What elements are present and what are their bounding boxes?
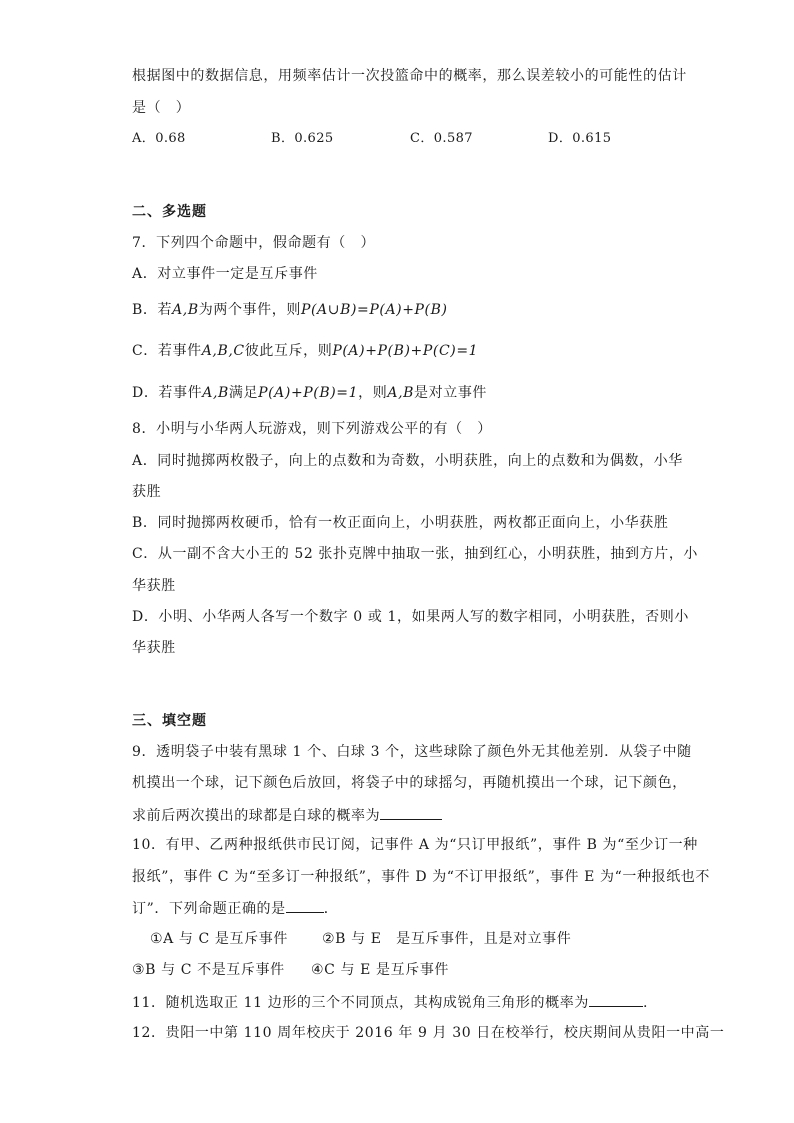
q10-item2: ②B 与 E 是互斥事件，且是对立事件 bbox=[322, 931, 572, 947]
q8-option-c-line2: 华获胜 bbox=[132, 578, 176, 594]
q10-line3 bbox=[132, 898, 338, 919]
q11-end: . bbox=[642, 995, 648, 1011]
q7-d-formula: P(A)+P(B)=1 bbox=[258, 385, 359, 401]
q7-d-mid: 满足 bbox=[228, 385, 259, 401]
q7-option-b bbox=[132, 300, 448, 320]
q7-d-mid2: ，则 bbox=[358, 385, 388, 401]
q7-b-mid: 为两个事件，则 bbox=[198, 302, 301, 318]
q10-item1: ①A 与 C 是互斥事件 bbox=[150, 931, 288, 947]
q9-line1: 9．透明袋子中装有黑球 1 个、白球 3 个，这些球除了颜色外无其他差别．从袋子中随 bbox=[132, 744, 692, 760]
q7-d-prefix: D．若事件 bbox=[132, 385, 203, 401]
q7-c-mid: 彼此互斥，则 bbox=[244, 343, 333, 359]
q9-line3 bbox=[132, 805, 442, 826]
q9-answer-blank bbox=[380, 805, 442, 820]
section-title-multiple-choice: 二、多选题 bbox=[132, 204, 207, 220]
q6-option-b: B．0.625 bbox=[271, 131, 334, 146]
q6-option-a: A．0.68 bbox=[132, 131, 186, 146]
q12-line1: 12．贵阳一中第 110 周年校庆于 2016 年 9 月 30 日在校举行，校庆期间从贵阳一中高一 bbox=[132, 1025, 725, 1041]
q7-option-d bbox=[132, 383, 487, 403]
q7-option-c bbox=[132, 341, 478, 361]
q7-stem: 7．下列四个命题中，假命题有（ ） bbox=[132, 235, 376, 251]
q10-line1: 10．有甲、乙两种报纸供市民订阅，记事件 A 为“只订甲报纸”，事件 B 为“至少订一种 bbox=[132, 837, 698, 853]
q10-line3-text: 订”．下列命题正确的是 bbox=[132, 901, 286, 917]
q8-option-a-line2: 获胜 bbox=[132, 484, 162, 500]
q7-c-formula: P(A)+P(B)+P(C)=1 bbox=[332, 343, 479, 359]
q10-line3-end: ． bbox=[323, 901, 339, 917]
q6-option-c: C．0.587 bbox=[410, 131, 473, 146]
q8-option-d-line2: 华获胜 bbox=[132, 640, 176, 656]
q6-stem-line1: 根据图中的数据信息，用频率估计一次投篮命中的概率，那么误差较小的可能性的估计 bbox=[132, 68, 687, 84]
q7-d-vars: A,B bbox=[202, 385, 229, 401]
q8-option-c-line1: C．从一副不含大小王的 52 张扑克牌中抽取一张，抽到红心，小明获胜，抽到方片，小 bbox=[132, 546, 699, 562]
q7-b-vars: A,B bbox=[172, 302, 199, 318]
q9-line2: 机摸出一个球，记下颜色后放回，将袋子中的球摇匀，再随机摸出一个球，记下颜色， bbox=[132, 775, 687, 791]
q9-line3-text: 求前后两次摸出的球都是白球的概率为 bbox=[132, 808, 381, 824]
q8-option-d-line1: D．小明、小华两人各写一个数字 0 或 1，如果两人写的数字相同，小明获胜，否则小 bbox=[132, 609, 689, 625]
q11-answer-blank bbox=[589, 992, 643, 1007]
q7-b-formula: P(A∪B)=P(A)+P(B) bbox=[300, 302, 448, 318]
q7-option-a: A．对立事件一定是互斥事件 bbox=[132, 266, 318, 282]
q11-text bbox=[132, 992, 648, 1013]
q7-c-vars: A,B,C bbox=[201, 343, 245, 359]
q10-item4: ④C 与 E 是互斥事件 bbox=[311, 962, 450, 978]
q7-d-suffix: 是对立事件 bbox=[414, 385, 488, 401]
q7-d-vars2: A,B bbox=[387, 385, 415, 401]
q10-line2: 报纸”，事件 C 为“至多订一种报纸”，事件 D 为“不订甲报纸”，事件 E 为“一种报纸也不 bbox=[132, 869, 710, 885]
q7-b-prefix: B．若 bbox=[132, 302, 173, 318]
q10-answer-blank bbox=[286, 898, 324, 913]
q6-stem-line2: 是（ ） bbox=[132, 100, 191, 116]
q11-stem: 11．随机选取正 11 边形的三个不同顶点，其构成锐角三角形的概率为 bbox=[132, 995, 589, 1011]
q7-c-prefix: C．若事件 bbox=[132, 343, 202, 359]
section-title-fill-in-blank: 三、填空题 bbox=[132, 713, 207, 729]
q8-stem: 8．小明与小华两人玩游戏，则下列游戏公平的有（ ） bbox=[132, 421, 492, 437]
q8-option-a-line1: A．同时抛掷两枚骰子，向上的点数和为奇数，小明获胜，向上的点数和为偶数，小华 bbox=[132, 453, 683, 469]
q10-item3: ③B 与 C 不是互斥事件 bbox=[132, 962, 285, 978]
q6-option-d: D．0.615 bbox=[548, 131, 612, 146]
q8-option-b: B．同时抛掷两枚硬币，恰有一枚正面向上，小明获胜，两枚都正面向上，小华获胜 bbox=[132, 515, 669, 531]
